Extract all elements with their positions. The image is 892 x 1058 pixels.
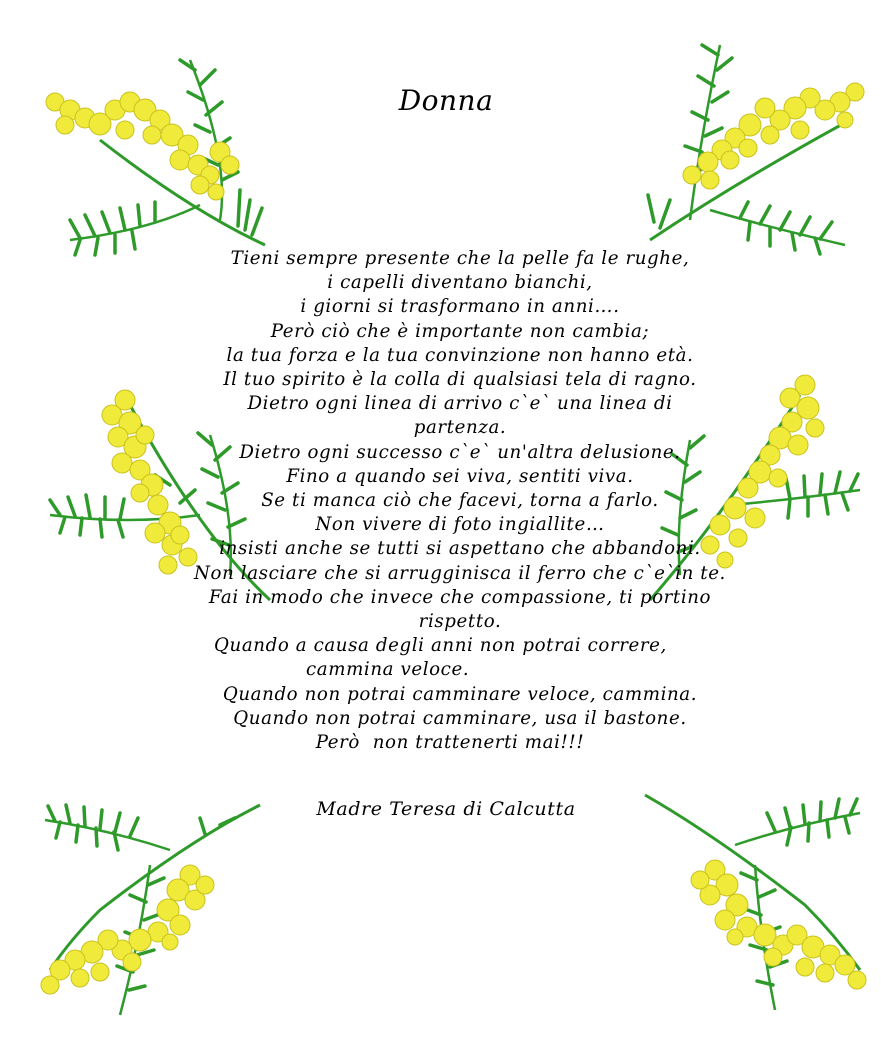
poem-line: Fai in modo che invece che compassione, ti portino [208, 586, 712, 608]
mimosa-sprig-top-right [630, 30, 870, 260]
poem-line: i capelli diventano bianchi, [327, 272, 593, 294]
poem-line: Tieni sempre presente che la pelle fa le rughe, [230, 248, 690, 269]
poem-line: Fino a quando sei viva, sentiti viva. [286, 465, 634, 487]
poem-line: Non lasciare che si arrugginisca il ferro che c`e`in te. [194, 562, 726, 584]
poem-title: Donna [398, 84, 494, 117]
poem-line: rispetto. [418, 611, 502, 633]
poem-body [150, 247, 770, 755]
mimosa-sprig-top-left [40, 40, 290, 270]
poem-line: Quando non potrai camminare veloce, cammina. [222, 683, 698, 705]
poem-line: cammina veloce. [306, 659, 470, 681]
mimosa-sprig-bottom-right [635, 785, 885, 1025]
poem-line: Il tuo spirito è la colla di qualsiasi tela di ragno. [223, 369, 697, 391]
mimosa-sprig-bottom-left [20, 790, 270, 1030]
poem-line: Però ciò che è importante non cambia; [270, 320, 650, 342]
poem-line: insisti anche se tutti si aspettano che abbandoni. [219, 538, 701, 560]
mimosa-sprig-icon [41, 805, 260, 1015]
poem-line: la tua forza e la tua convinzione non hanno età. [226, 344, 694, 366]
poem-line: partenza. [413, 417, 507, 439]
poem-line: Però non trattenerti mai!!! [315, 732, 585, 754]
poem-author: Madre Teresa di Calcutta [316, 798, 576, 820]
mimosa-sprig-icon [645, 795, 866, 1010]
poem-line: Dietro ogni linea di arrivo c`e` una linea di [247, 393, 673, 415]
poem-line: Quando non potrai camminare, usa il bastone. [233, 707, 687, 729]
poem-line: i giorni si trasformano in anni…. [300, 296, 620, 318]
poem-line: Quando a causa degli anni non potrai correre, [214, 635, 667, 657]
mimosa-sprig-icon [648, 45, 864, 254]
poem-line: Se ti manca ciò che facevi, torna a farlo. [261, 490, 659, 512]
poem-line: Non vivere di foto ingiallite… [315, 514, 605, 536]
poem-line: Dietro ogni successo c`e` un'altra delusione. [239, 441, 681, 463]
